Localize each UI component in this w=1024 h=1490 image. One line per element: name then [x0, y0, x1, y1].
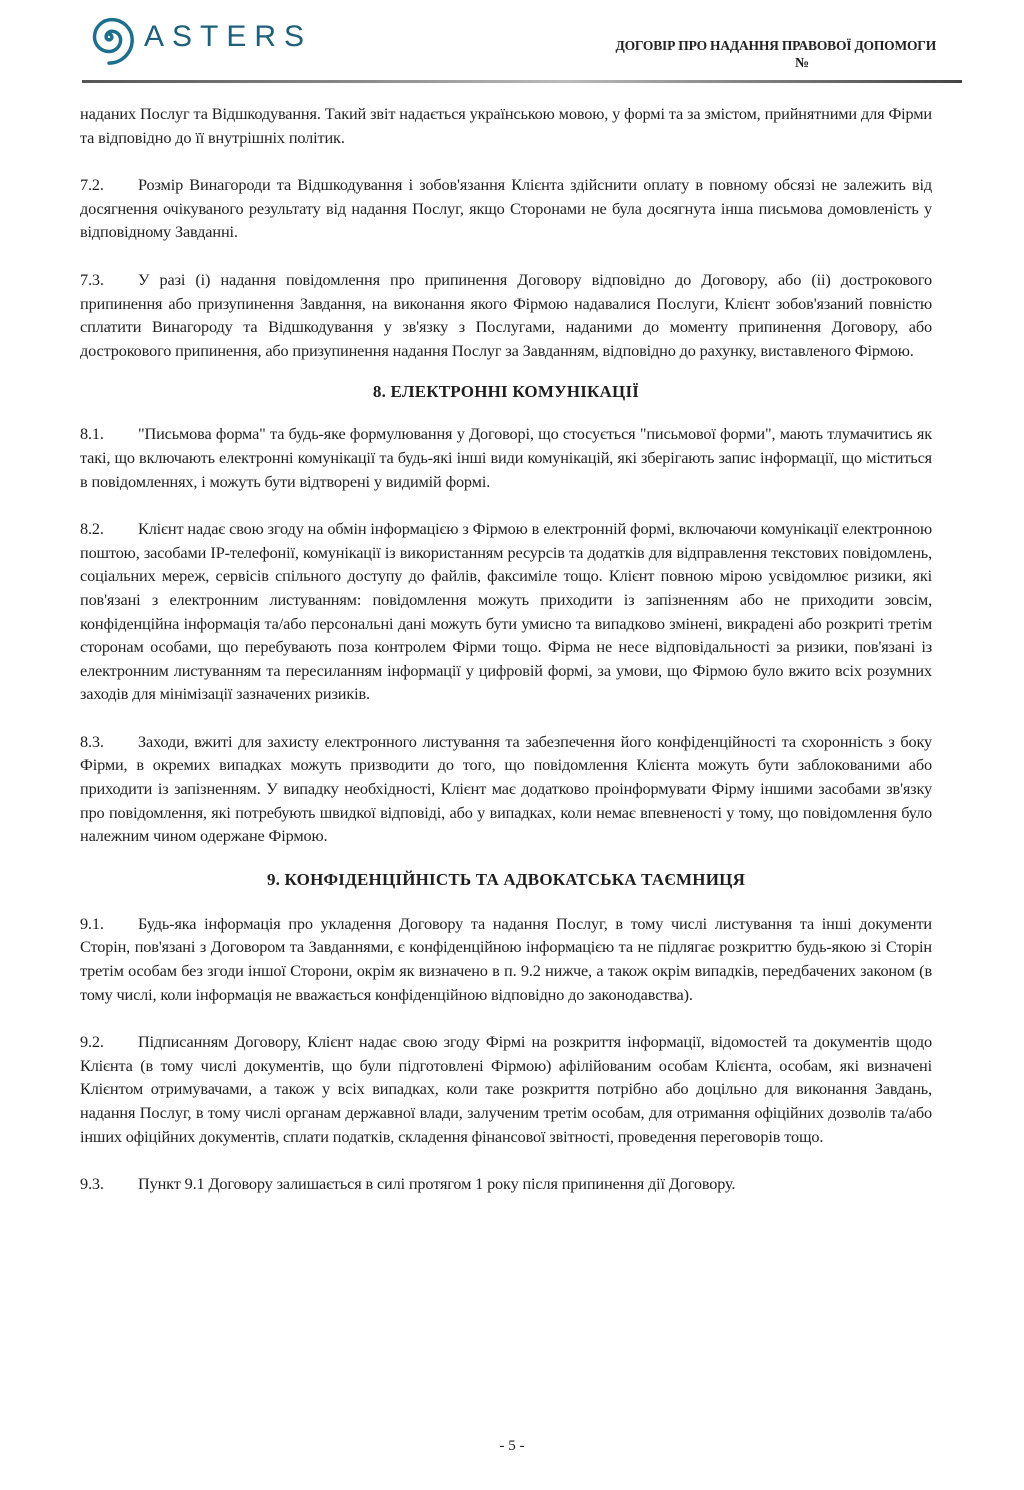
document-title: ДОГОВІР ПРО НАДАННЯ ПРАВОВОЇ ДОПОМОГИ [615, 38, 936, 53]
logo-text: ASTERS [144, 20, 313, 53]
clause-text: Пункт 9.1 Договору залишається в силі протягом 1 року після припинення дії Договору. [138, 1174, 736, 1194]
header-divider [82, 80, 962, 83]
asters-logo [80, 8, 312, 66]
page-header [0, 0, 1024, 90]
clause-text: Розмір Винагороди та Відшкодування і зобов'язання Клієнта здійснити оплату в повному обсязі не залежить від досягнення очікуваного результату від надання Послуг, якщо Сторонами не була досягнута інша письмова домовленість у відповідному Завданні. [80, 175, 932, 242]
clause-number: 9.3. [80, 1174, 104, 1194]
paragraph-8-3 [80, 730, 932, 848]
clause-text: Підписанням Договору, Клієнт надає свою згоду Фірмі на розкриття інформації, відомостей та документів щодо Клієнта (в тому числі документів, що були підготовлені Фірмою) афілійованим особам Клієнта, особам, які визначені Клієнтом отримувачами, а також у всіх випадках, коли таке розкриття потрібно або доцільно для виконання Завдань, надання Послуг, в тому числі органам державної влади, залученим третім особам, для отримання офіційних дозволів та/або інших офіційних документів, сплати податків, складення фінансової звітності, проведення переговорів тощо. [80, 1032, 932, 1146]
clause-number: 8.1. [80, 424, 104, 444]
clause-text: "Письмова форма" та будь-яке формулювання у Договорі, що стосується "письмової форми", мають тлумачитись як такі, що включають електронні комунікації та будь-які інші види комунікацій, які зберігають запис інформації, що міститься в повідомленнях, і можуть бути відтворені у видимій формі. [80, 424, 932, 491]
clause-text: У разі (і) надання повідомлення про припинення Договору відповідно до Договору, або (іі) дострокового припинення або призупинення Завдання, на виконання якого Фірмою надавалися Послуги, Клієнт зобов'язаний повністю сплатити Винагороду та Відшкодування у зв'язку з Послугами, наданими до моменту припинення Договору, або дострокового припинення, або призупинення надання Послуг за Завданням, відповідно до рахунку, виставленого Фірмою. [80, 269, 932, 360]
spiral-logo-icon [80, 8, 138, 66]
paragraph-7-3 [80, 268, 932, 362]
paragraph-8-1 [80, 422, 932, 493]
document-body [80, 102, 932, 1196]
page-number: - 5 - [499, 1438, 525, 1454]
document-number-label: № [795, 56, 810, 71]
paragraph-7-2 [80, 173, 932, 244]
paragraph-9-3 [80, 1172, 932, 1196]
clause-number: 8.2. [80, 519, 104, 539]
section-heading-8: 8. ЕЛЕКТРОННІ КОМУНІКАЦІЇ [372, 382, 640, 402]
clause-number: 9.1. [80, 913, 104, 933]
clause-text: Будь-яка інформація про укладення Договору та надання Послуг, в тому числі листування та інші документи Сторін, пов'язані з Договором та Завданнями, є конфіденційною інформацією та не підлягає розкриттю будь-якою зі Сторін третім особам без згоди іншої Сторони, окрім як визначено в п. 9.2 нижче, а також окрім випадків, передбачених законом (в тому числі, коли інформація не вважається конфіденційною відповідно до законодавства). [80, 913, 932, 1004]
section-heading-9: 9. КОНФІДЕНЦІЙНІСТЬ ТА АДВОКАТСЬКА ТАЄМНИЦЯ [266, 869, 746, 889]
clause-number: 9.2. [80, 1032, 104, 1052]
clause-number: 7.3. [80, 269, 104, 289]
clause-text: Заходи, вжиті для захисту електронного листування та забезпечення його конфіденційності та схоронність з боку Фірми, в окремих випадках можуть призводити до того, що повідомлення Клієнта можуть бути заблокованими або приходити із запізненням. У випадку необхідності, Клієнт має додатково проінформувати Фірму іншими засобами зв'язку про повідомлення, які потребують швидкої відповіді, або у випадках, коли немає впевненості у тому, що повідомлення було належним чином одержане Фірмою. [80, 731, 932, 846]
clause-text: Клієнт надає свою згоду на обмін інформацією з Фірмою в електронній формі, включаючи комунікації електронною поштою, засобами ІР-телефонії, комунікації із використанням ресурсів та додатків для відправлення текстових повідомлень, соціальних мереж, сервісів спільного доступу до файлів, факсиміле тощо. Клієнт повною мірою усвідомлює ризики, які пов'язані з електронним листуванням: повідомлення можуть приходити із запізненням або не приходити зовсім, конфіденційна інформація та/або персональні дані можуть бути умисно та випадково змінені, викрадені або розкриті третім сторонам особами, що перебувають поза контролем Фірми тощо. Фірма не несе відповідальності за ризики, пов'язані із електронним листуванням та пересиланням інформації у цифровій формі, за умови, що Фірмою було вжито всіх розумних заходів для мінімізації зазначених ризиків. [80, 519, 932, 704]
paragraph-7-1-continued: наданих Послуг та Відшкодування. Такий звіт надається українською мовою, у формі та за змістом, прийнятними для Фірми та відповідно до її внутрішніх політик. [80, 104, 932, 147]
paragraph-8-2 [80, 517, 932, 706]
clause-number: 7.2. [80, 175, 104, 195]
paragraph-9-1 [80, 912, 932, 1006]
paragraph-9-2 [80, 1030, 932, 1148]
clause-number: 8.3. [80, 731, 104, 751]
